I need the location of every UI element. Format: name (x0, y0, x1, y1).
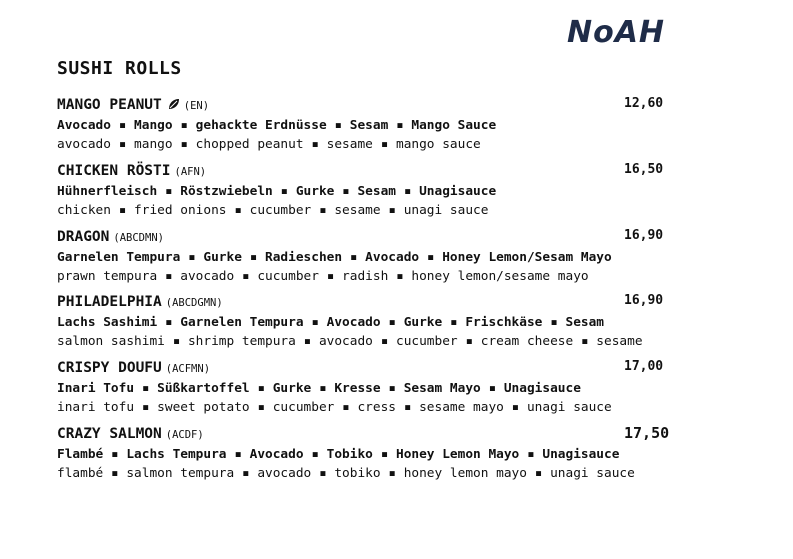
allergen-codes: (AFN) (174, 166, 207, 178)
leaf-icon (168, 98, 180, 110)
allergen-codes: (ACFMN) (165, 363, 211, 375)
item-description-en: avocado ▪ mango ▪ chopped peanut ▪ sesame ▪ mango sauce (57, 137, 481, 152)
item-description-de: Lachs Sashimi ▪ Garnelen Tempura ▪ Avocado ▪ Gurke ▪ Frischkäse ▪ Sesam (57, 315, 605, 330)
allergen-codes: (ACDF) (165, 429, 204, 441)
item-description-de: Hühnerfleisch ▪ Röstzwiebeln ▪ Gurke ▪ Sesam ▪ Unagisauce (57, 184, 497, 199)
item-description-en: chicken ▪ fried onions ▪ cucumber ▪ sesame ▪ unagi sauce (57, 203, 489, 218)
menu-item-chicken-roesti (57, 160, 677, 220)
item-name: PHILADELPHIA (57, 294, 162, 310)
item-price: 17,00 (624, 359, 664, 374)
item-description-de: Garnelen Tempura ▪ Gurke ▪ Radieschen ▪ Avocado ▪ Honey Lemon/Sesam Mayo (57, 250, 612, 265)
item-price: 12,60 (624, 96, 664, 111)
item-description-en: inari tofu ▪ sweet potato ▪ cucumber ▪ cress ▪ sesame mayo ▪ unagi sauce (57, 400, 612, 415)
item-description-en: flambé ▪ salmon tempura ▪ avocado ▪ tobiko ▪ honey lemon mayo ▪ unagi sauce (57, 466, 635, 481)
item-name: CHICKEN RÖSTI (57, 163, 171, 179)
allergen-codes: (ABCDMN) (113, 232, 164, 244)
item-description-en: prawn tempura ▪ avocado ▪ cucumber ▪ radish ▪ honey lemon/sesame mayo (57, 269, 589, 284)
item-description-de: Avocado ▪ Mango ▪ gehackte Erdnüsse ▪ Sesam ▪ Mango Sauce (57, 118, 497, 133)
menu-item-mango-peanut (57, 94, 677, 154)
allergen-codes: (ABCDGMN) (165, 297, 223, 309)
item-price: 16,90 (624, 228, 664, 243)
item-name: CRAZY SALMON (57, 426, 162, 442)
menu-item-crazy-salmon (57, 423, 677, 483)
item-description-de: Inari Tofu ▪ Süßkartoffel ▪ Gurke ▪ Kresse ▪ Sesam Mayo ▪ Unagisauce (57, 381, 581, 396)
item-price: 16,50 (624, 162, 664, 177)
menu-item-philadelphia (57, 291, 677, 351)
item-price: 17,50 (624, 424, 670, 442)
item-name: CRISPY DOUFU (57, 360, 162, 376)
restaurant-logo: NoAH (567, 15, 666, 50)
menu-item-dragon (57, 226, 677, 286)
item-description-de: Flambé ▪ Lachs Tempura ▪ Avocado ▪ Tobiko ▪ Honey Lemon Mayo ▪ Unagisauce (57, 447, 620, 462)
menu-item-crispy-doufu (57, 357, 677, 417)
item-price: 16,90 (624, 293, 664, 308)
allergen-codes: (EN) (183, 100, 210, 112)
item-name: MANGO PEANUT (57, 97, 162, 113)
item-name: DRAGON (57, 229, 110, 245)
item-description-en: salmon sashimi ▪ shrimp tempura ▪ avocado ▪ cucumber ▪ cream cheese ▪ sesame (57, 334, 643, 349)
section-title: SUSHI ROLLS (57, 58, 182, 79)
